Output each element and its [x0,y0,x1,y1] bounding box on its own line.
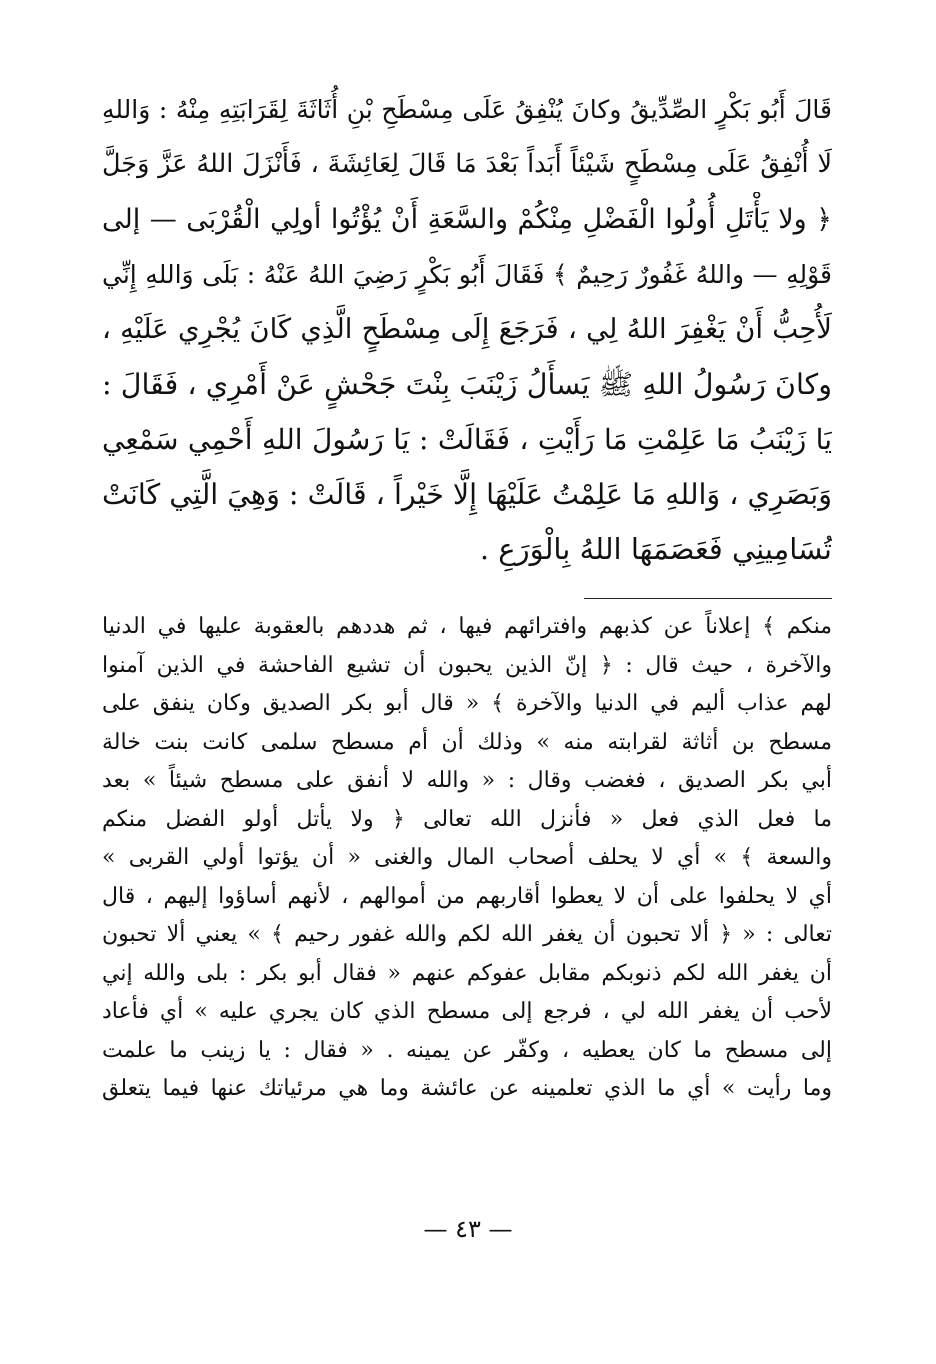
main-text-line: ﴿ ولا يَأْتَلِ أُولُوا الْفَضْلِ مِنْكُمْ والسَّعَةِ أَنْ يُؤْتُوا أولِي الْقُرْبَى — إلى [102,204,832,235]
main-text-line: قَوْلِهِ — واللهُ غَفُورٌ رَحِيمٌ ﴾ فَقَالَ أَبُو بَكْرٍ رَضِيَ اللهُ عَنْهُ : بَلَى وَاللهِ إِنِّي [102,260,832,289]
footnote-line: والآخرة ، حيث قال : ﴿ إنّ الذين يحبون أن تشيع الفاحشة في الذين آمنوا [102,652,832,678]
page-number: — ٤٣ — [423,1215,513,1243]
footnote-line: أي لا يحلفوا على أن لا يعطوا أقاربهم من أموالهم ، لأنهم أساؤوا إليهم ، قال [102,883,832,909]
main-text-line: لَا أُنْفِقُ عَلَى مِسْطَحٍ شَيْئاً أَبَداً بَعْدَ مَا قَالَ لِعَائِشَةَ ، فَأَنْزَلَ اللهُ عَزَّ وَجَلَّ [102,149,832,179]
footnote-line: مسطح بن أثاثة لقرابته منه » وذلك أن أم مسطح سلمى كانت بنت خالة [102,729,832,755]
footnote-divider [584,598,832,599]
footnote-line: تعالى : « ﴿ ألا تحبون أن يغفر الله لكم والله غفور رحيم ﴾ » يعني ألا تحبون [102,922,832,947]
footnote-line: منكم ﴾ إعلاناً عن كذبهم وافترائهم فيها ، ثم هددهم بالعقوبة عليها في الدنيا [102,614,832,639]
main-text-line: وَبَصَرِي ، وَاللهِ مَا عَلِمْتُ عَلَيْهَا إِلَّا خَيْراً ، قَالَتْ : وَهِيَ الَّتِي كَانَتْ [102,478,832,511]
main-text-block [102,82,832,577]
footnote-line: لهم عذاب أليم في الدنيا والآخرة ﴾ « قال أبو بكر الصديق وكان ينفق على [102,691,832,716]
main-text-line: لَأُحِبُّ أَنْ يَغْفِرَ اللهُ لِي ، فَرَجَعَ إِلَى مِسْطَحٍ الَّذِي كَانَ يُجْرِي عَلَيْهِ ، [102,313,832,345]
footnote-line: ما فعل الذي فعل « فأنزل الله تعالى ﴿ ولا يأتل أولو الفضل منكم [102,806,832,832]
footnote-line: أن يغفر الله لكم ذنوبكم مقابل عفوكم عنهم « فقال أبو بكر : بلى والله إني [102,960,832,986]
footnotes-block [102,608,832,1109]
footnote-line: إلى مسطح ما كان يعطيه ، وكفّر عن يمينه . « فقال : يا زينب ما علمت [102,1037,832,1063]
main-text-line: يَا زَيْنَبُ مَا عَلِمْتِ مَا رَأَيْتِ ، فَقَالَتْ : يَا رَسُولَ اللهِ أَحْمِي سَمْعِي [102,423,832,456]
main-text-line: قَالَ أَبُو بَكْرٍ الصِّدِّيقُ وكانَ يُنْفِقُ عَلَى مِسْطَحِ بْنِ أُثَاثَةَ لِقَرَابَتِهِ مِنْهُ : وَاللهِ [102,95,832,124]
main-text-line: وكانَ رَسُولُ اللهِ ﷺ يَسأَلُ زَيْنَبَ بِنْتَ جَحْشٍ عَنْ أَمْرِي ، فَقَالَ : [102,368,832,401]
footnote-line: وما رأيت » أي ما الذي تعلمينه عن عائشة وما هي مرئياتك عنها فيما يتعلق [102,1076,832,1101]
main-text-line: تُسَامِينِي فَعَصَمَهَا اللهُ بِالْوَرَعِ . [479,532,832,566]
footnote-line: والسعة ﴾ » أي لا يحلف أصحاب المال والغنى « أن يؤتوا أولي القربى » [102,845,832,870]
footnote-line: لأحب أن يغفر الله لي ، فرجع إلى مسطح الذي كان يجري عليه » أي فأعاد [102,999,832,1024]
footnote-line: أبي بكر الصديق ، فغضب وقال : « والله لا أنفق على مسطح شيئاً » بعد [102,768,832,793]
